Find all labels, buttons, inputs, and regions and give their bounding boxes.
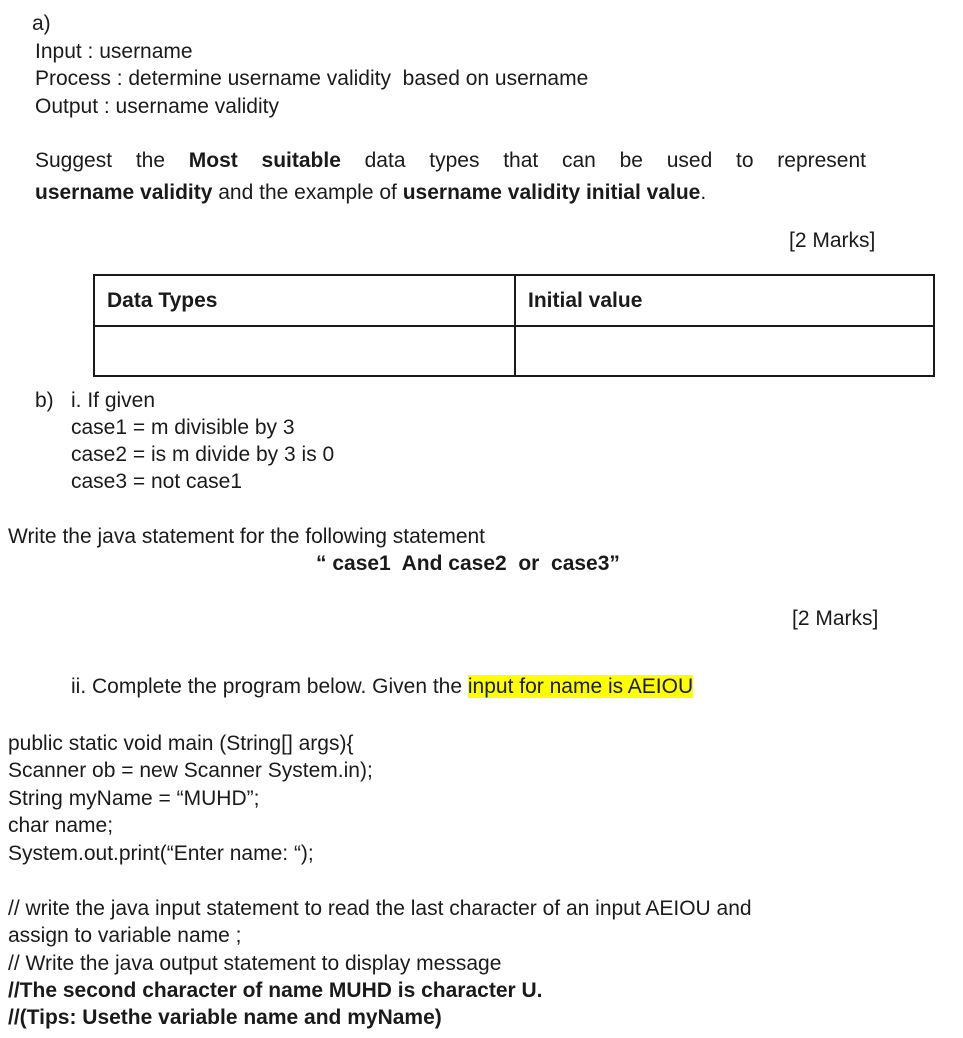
marks-label: [2 Marks] <box>792 607 879 630</box>
code-line: System.out.print(“Enter name: “); <box>8 842 314 865</box>
code-comment: // write the java input statement to read the last character of an input AEIOU and <box>8 897 752 920</box>
case-1: case1 = m divisible by 3 <box>71 416 295 439</box>
answer-cell[interactable] <box>94 326 515 376</box>
answer-table <box>93 274 935 377</box>
code-comment-bold: //The second character of name MUHD is character U. <box>8 979 543 1002</box>
question-emphasis: username validity initial value <box>402 181 701 204</box>
statement: “ case1 And case2 or case3” <box>316 552 620 575</box>
question-emphasis: Most suitable <box>188 149 341 172</box>
code-comment: assign to variable name ; <box>8 924 242 947</box>
question-line-2 <box>35 180 706 206</box>
question-text: and the example of <box>212 181 403 204</box>
instruction: Write the java statement for the following statement <box>8 525 486 548</box>
code-comment: // Write the java output statement to display message <box>8 952 502 975</box>
answer-cell[interactable] <box>515 326 934 376</box>
table-header-row <box>94 275 934 326</box>
marks-label: [2 Marks] <box>789 229 876 252</box>
input-line: Input : username <box>35 40 193 63</box>
column-header: Data Types <box>94 275 515 326</box>
sub-question-ii-text: ii. Complete the program below. Given the <box>71 675 468 698</box>
part-a-label: a) <box>32 12 51 35</box>
column-header: Initial value <box>515 275 934 326</box>
code-line: char name; <box>8 814 114 837</box>
code-line: Scanner ob = new Scanner System.in); <box>8 759 373 782</box>
table-row <box>94 326 934 376</box>
code-line: String myName = “MUHD”; <box>8 787 260 810</box>
case-2: case2 = is m divide by 3 is 0 <box>71 443 335 466</box>
code-line: public static void main (String[] args){ <box>8 732 354 755</box>
case-3: case3 = not case1 <box>71 470 243 493</box>
question-text: . <box>700 181 707 204</box>
question-line-1 <box>35 148 866 174</box>
sub-question-i: i. If given <box>71 389 156 412</box>
question-text: data types that can be used to represent <box>340 149 866 172</box>
part-b-label: b) <box>35 389 54 412</box>
process-line: Process : determine username validity based on username <box>35 67 589 90</box>
output-line: Output : username validity <box>35 95 279 118</box>
code-comment-bold: //(Tips: Usethe variable name and myName) <box>8 1006 442 1029</box>
sub-question-ii <box>71 674 693 700</box>
question-emphasis: username validity <box>35 181 213 204</box>
question-text: Suggest the <box>35 149 189 172</box>
highlighted-text: input for name is AEIOU <box>467 675 694 698</box>
